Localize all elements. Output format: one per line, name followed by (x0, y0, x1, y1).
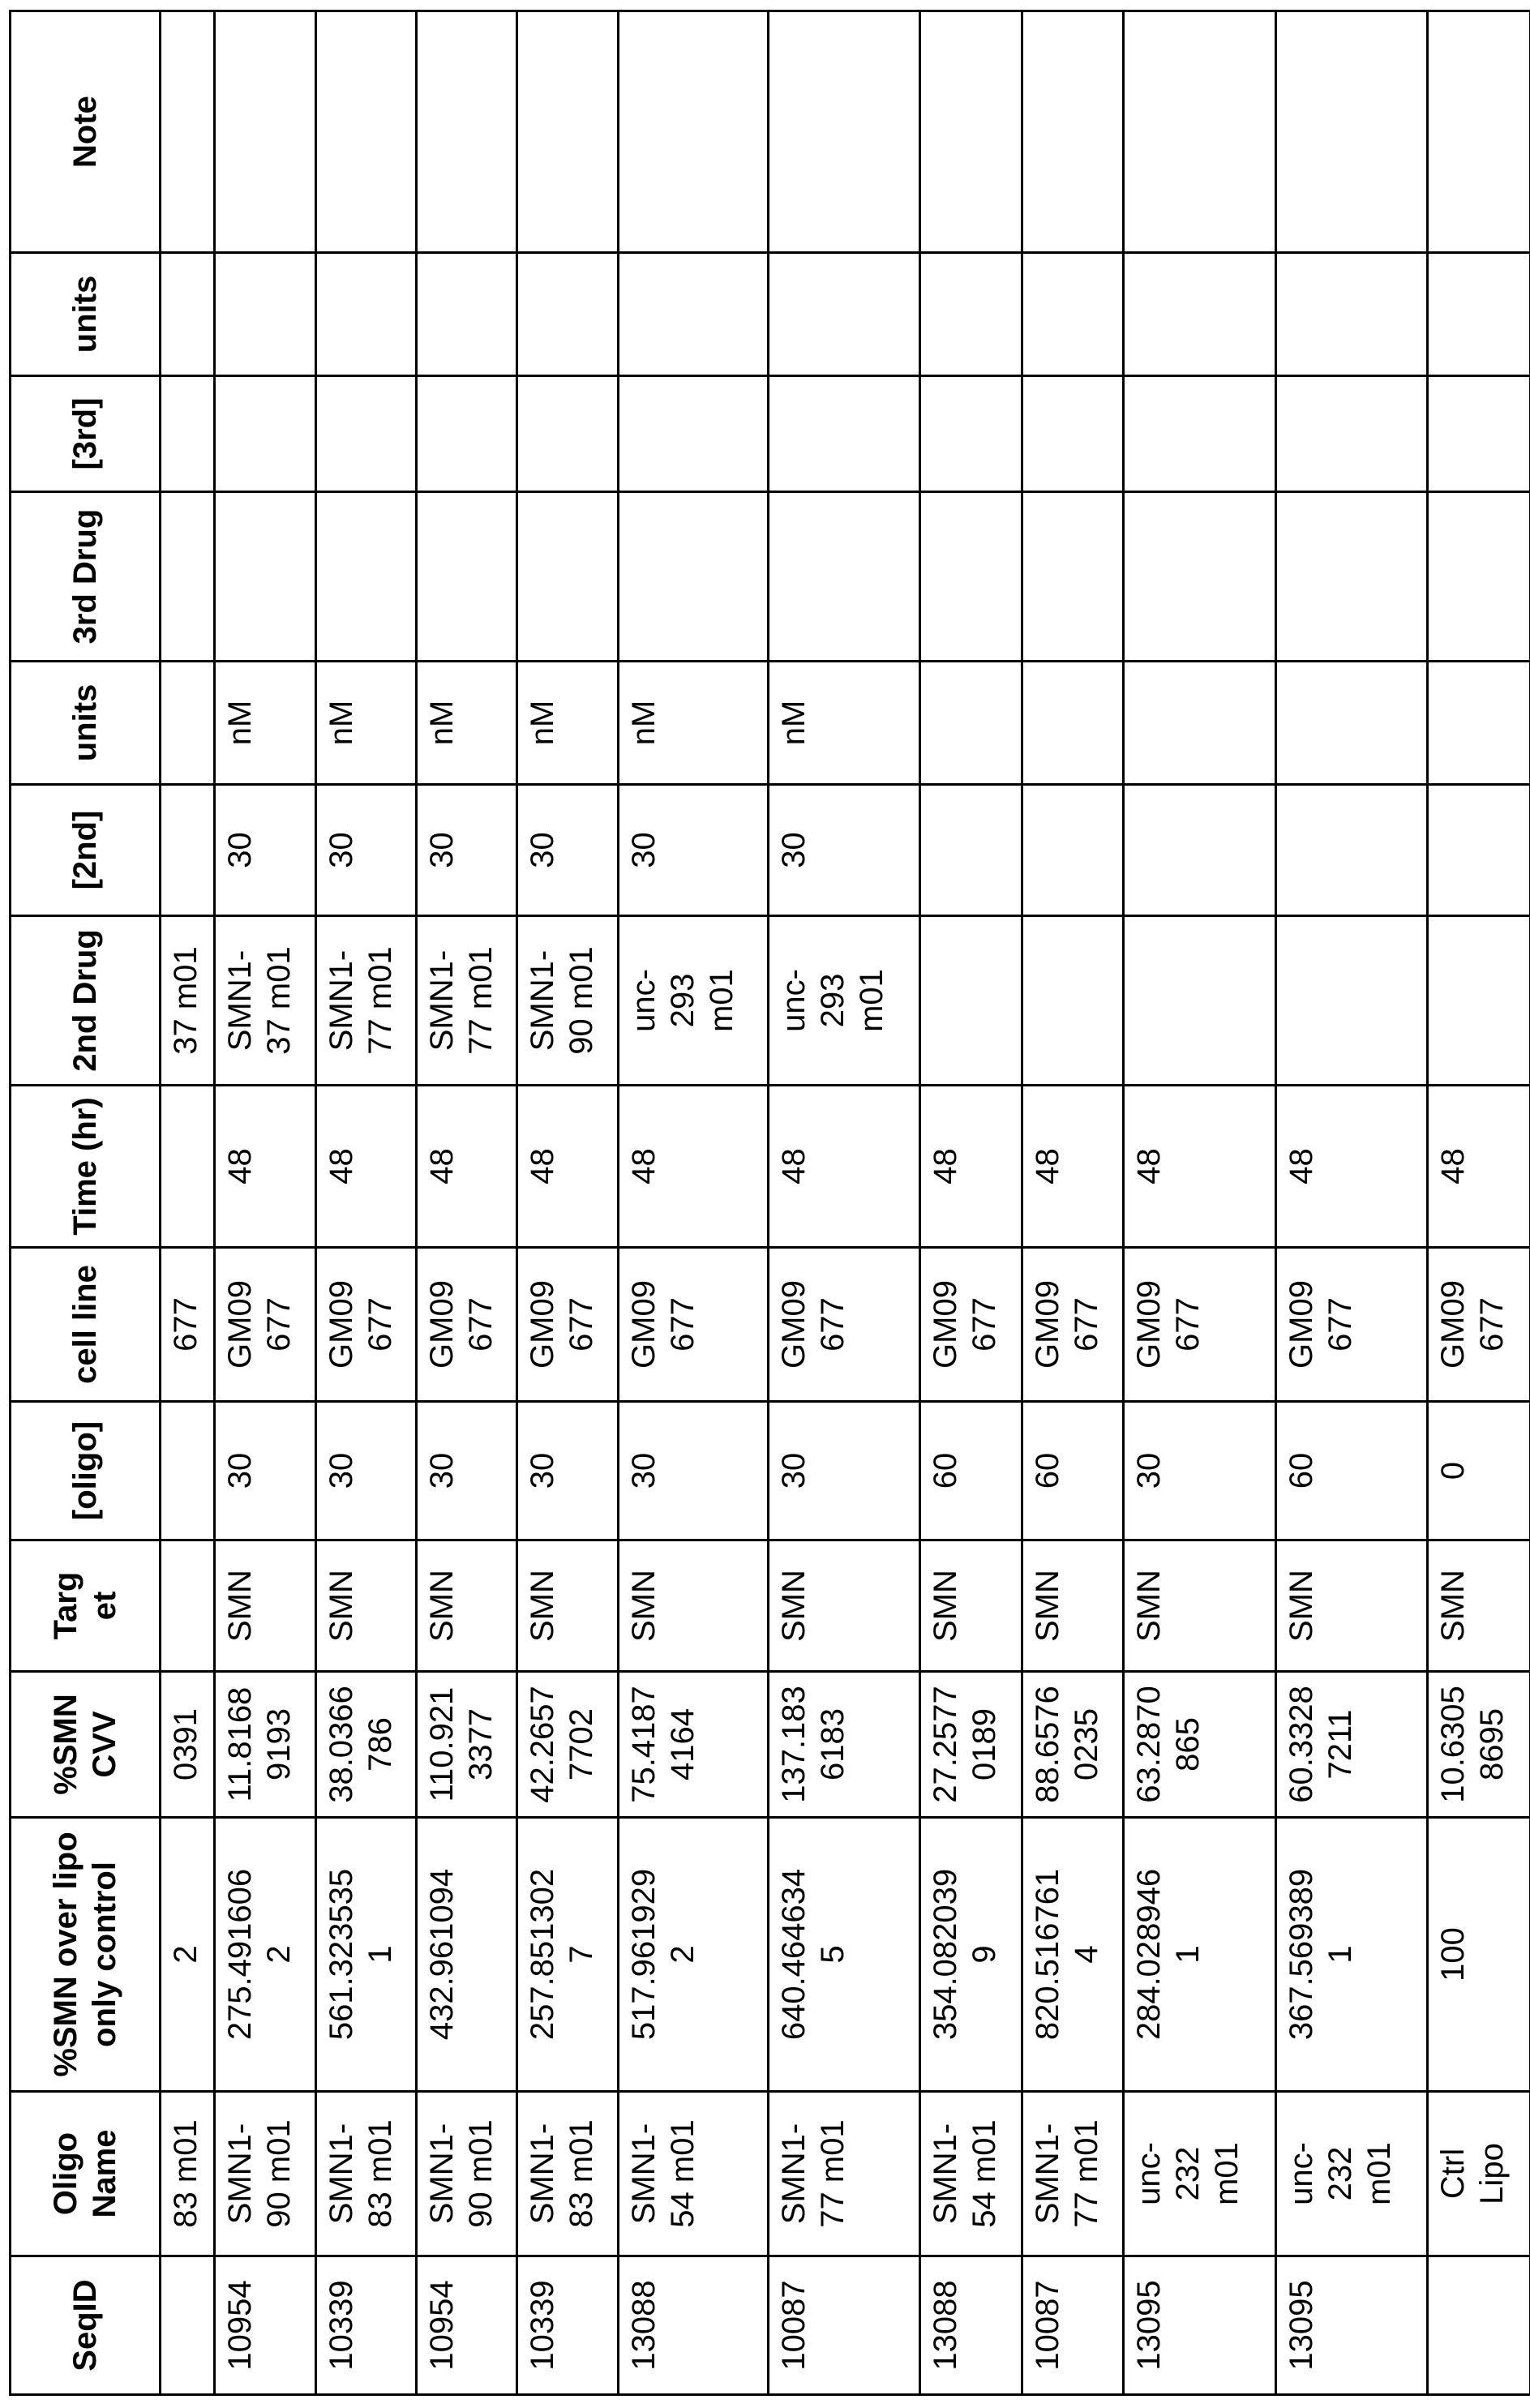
cell-oligo-conc: 30 (316, 1402, 417, 1540)
cell-smn-cvv: 63.2870865 (1124, 1672, 1276, 1818)
cell-note (161, 11, 215, 253)
cell-oligo-conc: 60 (1022, 1402, 1124, 1540)
cell-seqid: 10087 (1022, 2256, 1124, 2395)
cell-target: SMN (417, 1540, 517, 1672)
table-row (215, 11, 316, 2395)
header-target: Target (11, 1540, 161, 1672)
cell-second-conc (1124, 785, 1276, 916)
cell-note (417, 11, 517, 253)
cell-time-hr (161, 1086, 215, 1248)
cell-smn-cvv: 42.26577702 (517, 1672, 619, 1818)
cell-time-hr: 48 (517, 1086, 619, 1248)
cell-smn-cvv: 38.0366786 (316, 1672, 417, 1818)
cell-note (517, 11, 619, 253)
cell-seqid: 13088 (619, 2256, 769, 2395)
cell-third-drug (920, 492, 1022, 662)
cell-third-conc (417, 376, 517, 492)
cell-seqid (161, 2256, 215, 2395)
cell-note (316, 11, 417, 253)
cell-oligo-name: SMN1-83 m01 (316, 2092, 417, 2256)
cell-smn-over-lipo: 367.5693891 (1276, 1818, 1428, 2092)
table-row (316, 11, 417, 2395)
cell-third-drug (1022, 492, 1124, 662)
cell-target (161, 1540, 215, 1672)
table-row (1124, 11, 1276, 2395)
cell-oligo-conc: 30 (517, 1402, 619, 1540)
results-table (9, 10, 1530, 2396)
cell-smn-cvv: 137.1836183 (769, 1672, 920, 1818)
cell-third-units (619, 253, 769, 376)
cell-note (1276, 11, 1428, 253)
cell-third-drug (1276, 492, 1428, 662)
cell-third-conc (517, 376, 619, 492)
cell-third-conc (1428, 376, 1530, 492)
cell-smn-over-lipo: 561.3235351 (316, 1818, 417, 2092)
cell-third-drug (215, 492, 316, 662)
cell-second-units (920, 662, 1022, 785)
cell-third-drug (417, 492, 517, 662)
cell-second-drug: SMN1-90 m01 (517, 916, 619, 1086)
cell-second-units (1276, 662, 1428, 785)
cell-cell-line: GM09677 (769, 1248, 920, 1402)
cell-third-units (1428, 253, 1530, 376)
cell-target: SMN (316, 1540, 417, 1672)
cell-third-units (417, 253, 517, 376)
cell-smn-cvv: 0391 (161, 1672, 215, 1818)
cell-third-conc (769, 376, 920, 492)
cell-second-drug: unc-293 m01 (619, 916, 769, 1086)
cell-third-conc (619, 376, 769, 492)
table-row (920, 11, 1022, 2395)
table-row (769, 11, 920, 2395)
cell-oligo-name: Ctrl Lipo (1428, 2092, 1530, 2256)
cell-second-conc: 30 (769, 785, 920, 916)
cell-second-units (1022, 662, 1124, 785)
cell-oligo-name: SMN1-83 m01 (517, 2092, 619, 2256)
cell-cell-line: GM09677 (1428, 1248, 1530, 1402)
cell-third-units (1276, 253, 1428, 376)
cell-oligo-name: SMN1-77 m01 (769, 2092, 920, 2256)
cell-smn-over-lipo: 432.961094 (417, 1818, 517, 2092)
cell-smn-over-lipo: 2 (161, 1818, 215, 2092)
cell-third-units (161, 253, 215, 376)
cell-seqid: 10954 (215, 2256, 316, 2395)
cell-oligo-conc: 0 (1428, 1402, 1530, 1540)
cell-target: SMN (769, 1540, 920, 1672)
cell-third-conc (1022, 376, 1124, 492)
cell-oligo-name: SMN1-77 m01 (1022, 2092, 1124, 2256)
cell-smn-cvv: 11.81689193 (215, 1672, 316, 1818)
cell-third-drug (517, 492, 619, 662)
cell-third-conc (161, 376, 215, 492)
cell-oligo-name: SMN1-54 m01 (619, 2092, 769, 2256)
header-third-units: units (11, 253, 161, 376)
cell-cell-line: GM09677 (1276, 1248, 1428, 1402)
cell-cell-line: GM09677 (1022, 1248, 1124, 1402)
cell-cell-line: 677 (161, 1248, 215, 1402)
cell-time-hr: 48 (417, 1086, 517, 1248)
cell-note (619, 11, 769, 253)
cell-oligo-conc: 30 (619, 1402, 769, 1540)
cell-time-hr: 48 (619, 1086, 769, 1248)
cell-second-drug (920, 916, 1022, 1086)
cell-third-drug (161, 492, 215, 662)
header-oligo-name: Oligo Name (11, 2092, 161, 2256)
cell-smn-over-lipo: 257.8513027 (517, 1818, 619, 2092)
cell-smn-cvv: 110.9213377 (417, 1672, 517, 1818)
cell-smn-over-lipo: 275.4916062 (215, 1818, 316, 2092)
cell-second-units: nM (517, 662, 619, 785)
cell-second-conc: 30 (517, 785, 619, 916)
cell-oligo-conc: 30 (215, 1402, 316, 1540)
rotated-table-container (9, 12, 1529, 2396)
cell-smn-over-lipo: 640.4646345 (769, 1818, 920, 2092)
cell-oligo-conc: 60 (920, 1402, 1022, 1540)
cell-second-units (1428, 662, 1530, 785)
cell-oligo-conc (161, 1402, 215, 1540)
cell-cell-line: GM09677 (920, 1248, 1022, 1402)
cell-smn-over-lipo: 284.0289461 (1124, 1818, 1276, 2092)
cell-second-conc (1022, 785, 1124, 916)
cell-note (1022, 11, 1124, 253)
cell-seqid (1428, 2256, 1530, 2395)
header-note: Note (11, 11, 161, 253)
cell-oligo-conc: 30 (1124, 1402, 1276, 1540)
table-row (619, 11, 769, 2395)
cell-third-conc (1276, 376, 1428, 492)
table-row (1022, 11, 1124, 2395)
header-cell-line: cell line (11, 1248, 161, 1402)
cell-target: SMN (1022, 1540, 1124, 1672)
cell-note (920, 11, 1022, 253)
cell-smn-over-lipo: 100 (1428, 1818, 1530, 2092)
cell-smn-cvv: 27.25770189 (920, 1672, 1022, 1818)
cell-target: SMN (619, 1540, 769, 1672)
header-third-drug: 3rd Drug (11, 492, 161, 662)
table-row (161, 11, 215, 2395)
cell-target: SMN (1428, 1540, 1530, 1672)
cell-oligo-name: SMN1-90 m01 (215, 2092, 316, 2256)
header-oligo-conc: [oligo] (11, 1402, 161, 1540)
cell-target: SMN (1276, 1540, 1428, 1672)
cell-oligo-conc: 30 (769, 1402, 920, 1540)
table-row (417, 11, 517, 2395)
cell-cell-line: GM09677 (1124, 1248, 1276, 1402)
cell-third-conc (215, 376, 316, 492)
cell-second-conc: 30 (417, 785, 517, 916)
header-second-drug: 2nd Drug (11, 916, 161, 1086)
cell-second-drug: 37 m01 (161, 916, 215, 1086)
cell-second-units (1124, 662, 1276, 785)
cell-second-units: nM (316, 662, 417, 785)
cell-second-drug (1124, 916, 1276, 1086)
cell-note (769, 11, 920, 253)
cell-note (1428, 11, 1530, 253)
cell-time-hr: 48 (920, 1086, 1022, 1248)
table-row (1428, 11, 1530, 2395)
cell-smn-cvv: 88.65760235 (1022, 1672, 1124, 1818)
cell-third-conc (920, 376, 1022, 492)
header-second-units: units (11, 662, 161, 785)
cell-smn-cvv: 10.63058695 (1428, 1672, 1530, 1818)
cell-time-hr: 48 (1022, 1086, 1124, 1248)
cell-seqid: 13095 (1124, 2256, 1276, 2395)
cell-third-units (215, 253, 316, 376)
cell-second-units: nM (769, 662, 920, 785)
cell-target: SMN (517, 1540, 619, 1672)
cell-smn-cvv: 75.41874164 (619, 1672, 769, 1818)
header-second-conc: [2nd] (11, 785, 161, 916)
cell-oligo-name: SMN1-54 m01 (920, 2092, 1022, 2256)
cell-third-units (920, 253, 1022, 376)
cell-target: SMN (1124, 1540, 1276, 1672)
cell-second-conc: 30 (316, 785, 417, 916)
cell-oligo-name: unc-232 m01 (1124, 2092, 1276, 2256)
cell-smn-over-lipo: 517.9619292 (619, 1818, 769, 2092)
cell-time-hr: 48 (1428, 1086, 1530, 1248)
cell-second-conc: 30 (215, 785, 316, 916)
cell-second-drug (1022, 916, 1124, 1086)
cell-third-conc (1124, 376, 1276, 492)
table-row (517, 11, 619, 2395)
cell-second-drug: unc-293 m01 (769, 916, 920, 1086)
cell-third-conc (316, 376, 417, 492)
cell-third-drug (1124, 492, 1276, 662)
cell-second-drug: SMN1-77 m01 (417, 916, 517, 1086)
cell-cell-line: GM09677 (517, 1248, 619, 1402)
cell-second-drug (1276, 916, 1428, 1086)
cell-second-conc (920, 785, 1022, 916)
cell-smn-cvv: 60.33287211 (1276, 1672, 1428, 1818)
cell-target: SMN (215, 1540, 316, 1672)
cell-seqid: 10087 (769, 2256, 920, 2395)
header-row (11, 11, 161, 2395)
cell-oligo-name: SMN1-90 m01 (417, 2092, 517, 2256)
header-smn-cvv: %SMN CVV (11, 1672, 161, 1818)
cell-seqid: 13095 (1276, 2256, 1428, 2395)
cell-third-drug (619, 492, 769, 662)
cell-third-units (517, 253, 619, 376)
cell-smn-over-lipo: 820.5167614 (1022, 1818, 1124, 2092)
cell-note (1124, 11, 1276, 253)
cell-third-units (769, 253, 920, 376)
header-smn-over-lipo: %SMN over lipo only control (11, 1818, 161, 2092)
cell-time-hr: 48 (1276, 1086, 1428, 1248)
cell-time-hr: 48 (316, 1086, 417, 1248)
header-third-conc: [3rd] (11, 376, 161, 492)
cell-seqid: 10339 (316, 2256, 417, 2395)
cell-oligo-conc: 30 (417, 1402, 517, 1540)
cell-cell-line: GM09677 (619, 1248, 769, 1402)
cell-oligo-conc: 60 (1276, 1402, 1428, 1540)
cell-time-hr: 48 (1124, 1086, 1276, 1248)
cell-third-drug (1428, 492, 1530, 662)
cell-oligo-name: 83 m01 (161, 2092, 215, 2256)
cell-target: SMN (920, 1540, 1022, 1672)
cell-cell-line: GM09677 (417, 1248, 517, 1402)
cell-second-conc (1276, 785, 1428, 916)
cell-second-units: nM (417, 662, 517, 785)
header-seqid: SeqID (11, 2256, 161, 2395)
cell-third-units (316, 253, 417, 376)
cell-seqid: 10339 (517, 2256, 619, 2395)
cell-third-units (1022, 253, 1124, 376)
cell-second-drug: SMN1-37 m01 (215, 916, 316, 1086)
cell-third-units (1124, 253, 1276, 376)
cell-cell-line: GM09677 (316, 1248, 417, 1402)
cell-third-drug (316, 492, 417, 662)
cell-second-conc: 30 (619, 785, 769, 916)
cell-seqid: 13088 (920, 2256, 1022, 2395)
cell-second-conc (1428, 785, 1530, 916)
cell-oligo-name: unc-232 m01 (1276, 2092, 1428, 2256)
cell-second-units (161, 662, 215, 785)
cell-seqid: 10954 (417, 2256, 517, 2395)
cell-note (215, 11, 316, 253)
cell-third-drug (769, 492, 920, 662)
table-row (1276, 11, 1428, 2395)
cell-time-hr: 48 (769, 1086, 920, 1248)
cell-second-drug (1428, 916, 1530, 1086)
cell-cell-line: GM09677 (215, 1248, 316, 1402)
cell-second-units: nM (619, 662, 769, 785)
cell-second-units: nM (215, 662, 316, 785)
cell-second-drug: SMN1-77 m01 (316, 916, 417, 1086)
cell-smn-over-lipo: 354.0820399 (920, 1818, 1022, 2092)
cell-second-conc (161, 785, 215, 916)
cell-time-hr: 48 (215, 1086, 316, 1248)
header-time-hr: Time (hr) (11, 1086, 161, 1248)
